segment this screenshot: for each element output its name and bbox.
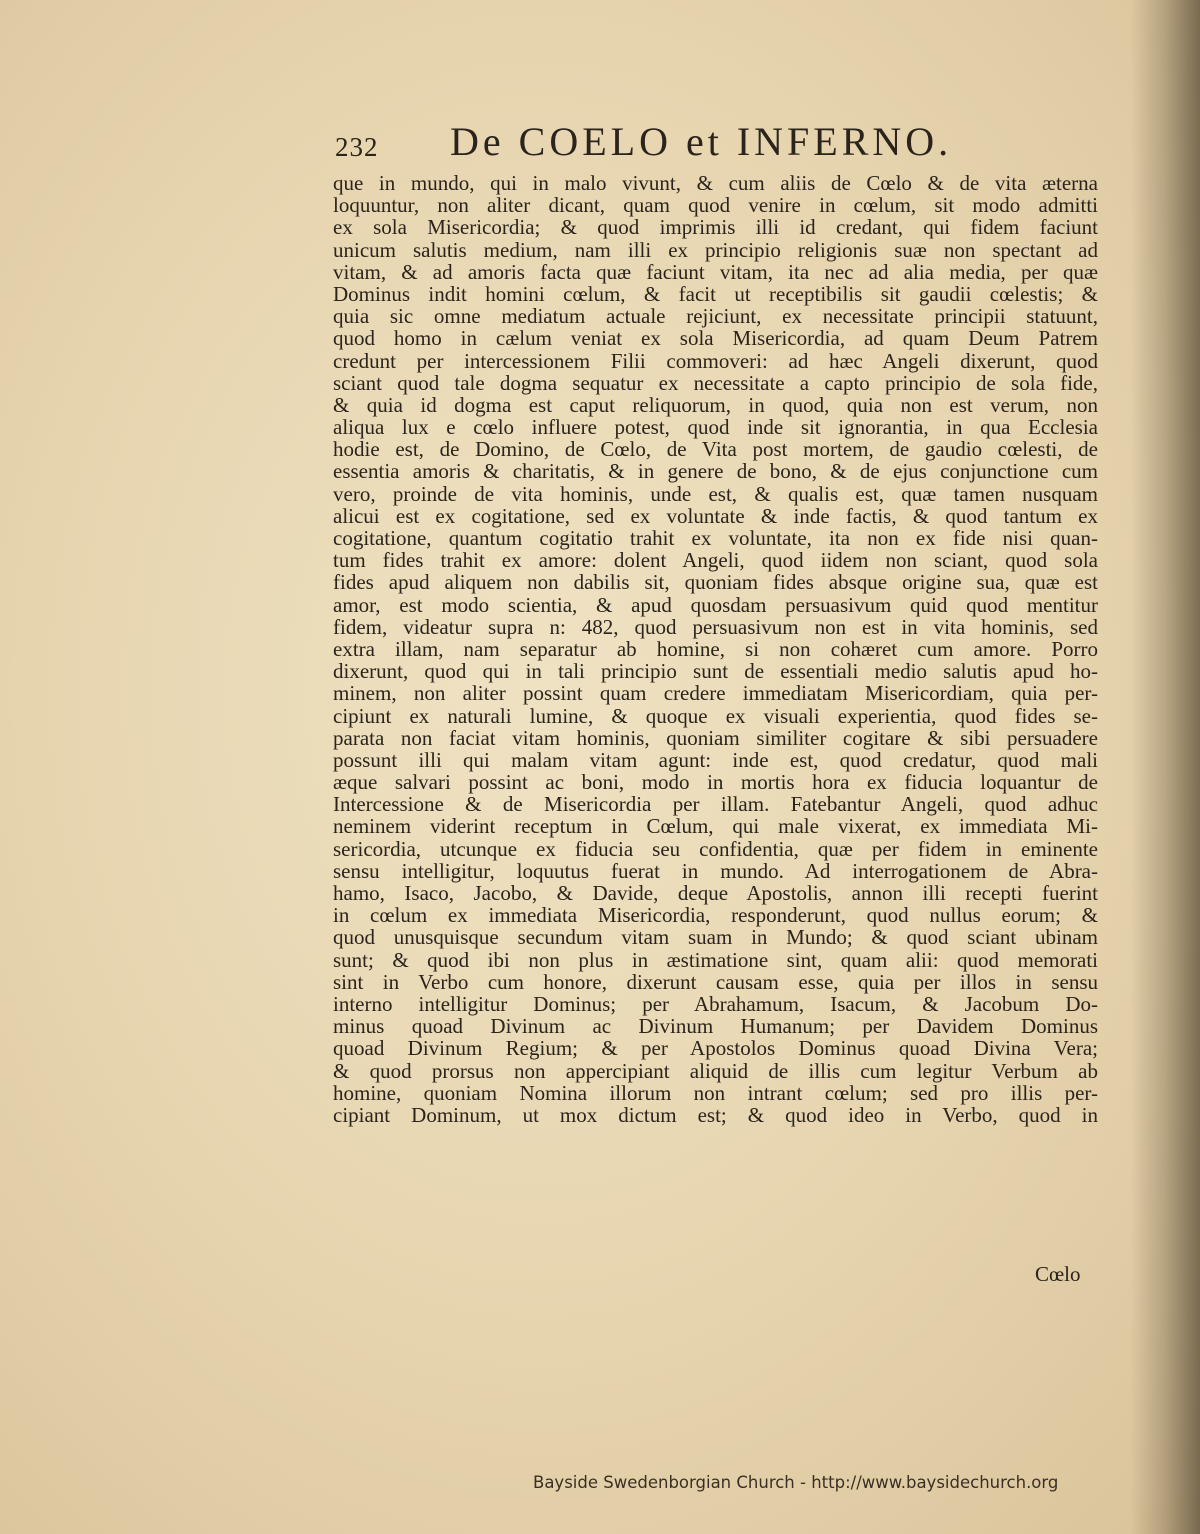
text-line: tum fides trahit ex amore: dolent Angeli, quod iidem non sciant, quod sola	[333, 548, 1098, 573]
page-edge-shadow	[1130, 0, 1200, 1534]
text-line: ex sola Misericordia; & quod imprimis illi id credant, qui fidem faciunt	[333, 215, 1098, 240]
text-line: sunt; & quod ibi non plus in æstimatione sint, quam alii: quod memorati	[333, 947, 1098, 972]
text-line: hamo, Isaco, Jacobo, & Davide, deque Apostolis, annon illi recepti fuerint	[333, 881, 1098, 905]
text-line: parata non faciat vitam hominis, quoniam similiter cogitare & sibi persuadere	[333, 725, 1098, 750]
text-line: unicum salutis medium, nam illi ex principio religionis suæ non spectant ad	[333, 237, 1098, 262]
text-line: & quod prorsus non appercipiant aliquid de illis cum legitur Verbum ab	[333, 1058, 1098, 1083]
page-header	[335, 118, 1095, 168]
text-line: que in mundo, qui in malo vivunt, & cum aliis de Cœlo & de vita æterna	[333, 171, 1098, 195]
text-line: vitam, & ad amoris facta quæ faciunt vitam, ita nec ad alia media, per quæ	[333, 259, 1098, 284]
text-line: credunt per intercessionem Filii commoveri: ad hæc Angeli dixerunt, quod	[333, 348, 1098, 373]
text-line: sensu intelligitur, loquutus fuerat in mundo. Ad interrogationem de Abra-	[333, 858, 1098, 883]
catchword: Cœlo	[1035, 1262, 1081, 1286]
text-line: possunt illi qui malam vitam agunt: inde est, quod credatur, quod mali	[333, 747, 1098, 772]
text-line: fidem, videatur supra n: 482, quod persuasivum non est in vita hominis, sed	[333, 614, 1098, 639]
text-line: æque salvari possint ac boni, modo in mortis hora ex fiducia loquantur de	[333, 770, 1098, 795]
text-line: homine, quoniam Nomina illorum non intrant cœlum; sed pro illis per-	[333, 1080, 1098, 1105]
text-line: Dominus indit homini cœlum, & facit ut receptibilis sit gaudii cœlestis; &	[333, 281, 1098, 306]
text-line: essentia amoris & charitatis, & in genere de bono, & de ejus conjunctione cum	[333, 459, 1098, 484]
body-text	[333, 172, 1098, 1126]
text-line: loquuntur, non aliter dicant, quam quod venire in cœlum, sit modo admitti	[333, 193, 1098, 218]
text-line: cipiant Dominum, ut mox dictum est; & quod ideo in Verbo, quod in	[333, 1102, 1098, 1127]
text-line: sint in Verbo cum honore, dixerunt causam esse, quia per illos in sensu	[333, 969, 1098, 994]
running-title: De COELO et INFERNO.	[450, 119, 953, 164]
text-line: in cœlum ex immediata Misericordia, responderunt, quod nullus eorum; &	[333, 903, 1098, 928]
text-line: cogitatione, quantum cogitatio trahit ex voluntate, ita non ex fide nisi quan-	[333, 526, 1098, 550]
text-line: quod unusquisque secundum vitam suam in Mundo; & quod sciant ubinam	[333, 925, 1098, 950]
text-line: minus quoad Divinum ac Divinum Humanum; per Davidem Dominus	[333, 1014, 1098, 1039]
text-line: alicui est ex cogitatione, sed ex voluntate & inde factis, & quod tantum ex	[333, 503, 1098, 528]
text-line: sciant quod tale dogma sequatur ex necessitate a capto principio de sola fide,	[333, 370, 1098, 395]
text-line: quia sic omne mediatum actuale rejiciunt, ex necessitate principii statuunt,	[333, 304, 1098, 329]
text-line: amor, est modo scientia, & apud quosdam persuasivum quid quod mentitur	[333, 592, 1098, 617]
text-line: quoad Divinum Regium; & per Apostolos Dominus quoad Divina Vera;	[333, 1036, 1098, 1061]
text-line: interno intelligitur Dominus; per Abrahamum, Isacum, & Jacobum Do-	[333, 991, 1098, 1016]
text-line: vero, proinde de vita hominis, unde est, & qualis est, quæ tamen nusquam	[333, 481, 1098, 506]
text-line: dixerunt, quod qui in tali principio sunt de essentiali medio salutis apud ho-	[333, 659, 1098, 684]
page-number: 232	[335, 132, 379, 162]
text-line: minem, non aliter possint quam credere immediatam Misericordiam, quia per-	[333, 681, 1098, 706]
text-line: sericordia, utcunque ex fiducia seu confidentia, quæ per fidem in eminente	[333, 836, 1098, 861]
text-line: Intercessione & de Misericordia per illam. Fatebantur Angeli, quod adhuc	[333, 792, 1098, 817]
text-line: neminem viderint receptum in Cœlum, qui male vixerat, ex immediata Mi-	[333, 814, 1098, 839]
text-line: & quia id dogma est caput reliquorum, in quod, quia non est verum, non	[333, 392, 1098, 417]
text-line: hodie est, de Domino, de Cœlo, de Vita post mortem, de gaudio cœlesti, de	[333, 437, 1098, 462]
text-line: quod homo in cælum veniat ex sola Misericordia, ad quam Deum Patrem	[333, 326, 1098, 351]
text-line: cipiunt ex naturali lumine, & quoque ex visuali experientia, quod fides se-	[333, 703, 1098, 728]
text-line: fides apud aliquem non dabilis sit, quoniam fides absque origine sua, quæ est	[333, 570, 1098, 595]
text-line: aliqua lux e cœlo influere potest, quod inde sit ignorantia, in qua Ecclesia	[333, 415, 1098, 440]
text-line: extra illam, nam separatur ab homine, si non cohæret cum amore. Porro	[333, 636, 1098, 661]
footer-credit: Bayside Swedenborgian Church - http://www.baysidechurch.org	[533, 1473, 1059, 1492]
